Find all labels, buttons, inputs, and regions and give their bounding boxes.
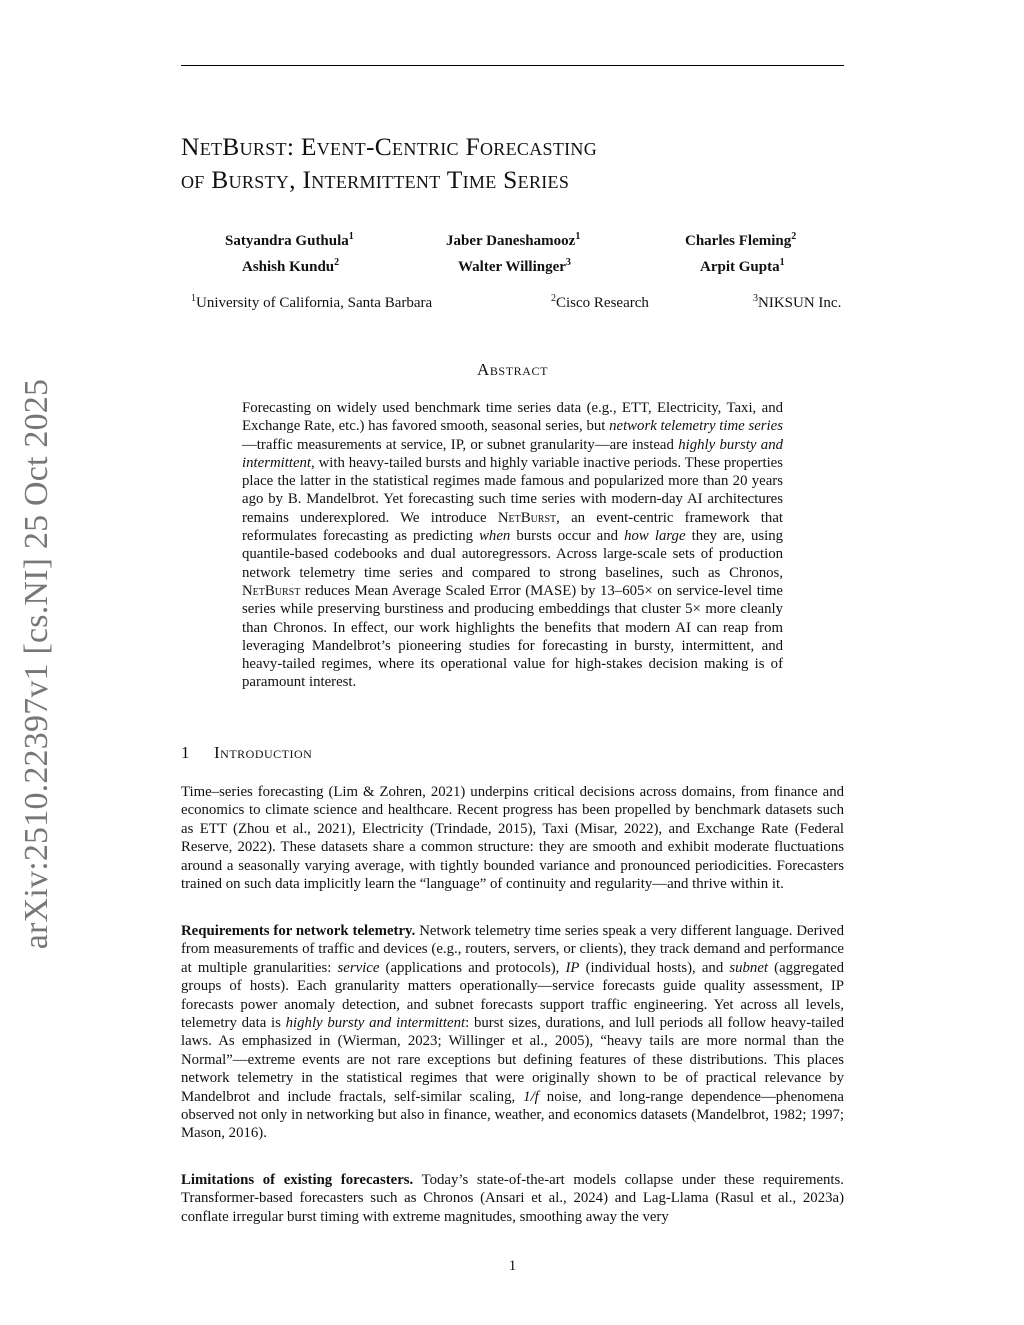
paragraph-emphasis: highly bursty and intermittent [285,1015,466,1032]
author-4 [242,257,339,277]
abstract-text: —traffic measurements at service, IP, or subnet granularity—are instead [242,436,679,453]
abstract-text: , with heavy-tailed bursts and highly variable inactive periods. These properties place the latter in the statistical regimes made famous and popularized more than 20 years ago by B. Mandelbrot. Yet forecasting such time series with modern-day AI architectures remains underexplored. We introduce [242,454,783,526]
abstract-body [242,399,783,692]
abstract-text: bursts occur and [510,528,625,545]
paragraph-emphasis: IP [565,959,580,976]
paragraph-emphasis: subnet [729,959,768,976]
arxiv-sidebar [3,378,71,950]
abstract-emphasis: when [479,528,511,545]
affiliation-name: University of California, Santa Barbara [196,295,433,311]
abstract-text: , an event-centric framework that reformulates forecasting as predicting [242,509,783,545]
author-affiliation-mark: 2 [334,257,340,268]
paper-title [181,130,844,196]
affiliation-name: NIKSUN Inc. [758,295,842,311]
author-5 [458,257,571,277]
affiliation-1 [191,293,432,313]
section-title: Introduction [214,743,313,762]
author-3 [685,231,796,251]
intro-paragraph-2 [181,922,844,1143]
author-affiliation-mark: 1 [348,231,354,242]
math-expression: 1/f [523,1088,539,1105]
paragraph-text: : burst sizes, durations, and lull periods all follow heavy-tailed laws. As emphasized in (Wierman, 2023; Willinger et al., 2005), “heavy tails are more normal than the Normal”—extreme events are not rare exceptions but defining features of these distributions. This places network telemetry in the statistical regimes that were originally shown to be of practical relevance by Mandelbrot and include fractals, self-similar scaling, [181,1015,844,1105]
arxiv-identifier: arXiv:2510.22397v1 [cs.NI] 25 Oct 2025 [18,378,55,950]
affiliation-number: 1 [191,293,196,304]
paragraph-text: Today’s state-of-the-art models collapse under these requirements. Transformer-based forecasters such as Chronos (Ansari et al., 2024) and Lag-Llama (Rasul et al., 2023a) conflate irregular burst timing with extreme magnitudes, smoothing away the very [181,1172,844,1225]
section-heading [181,743,312,763]
affiliation-number: 2 [551,293,556,304]
abstract-emphasis: highly bursty and intermittent [242,436,783,471]
author-affiliation-mark: 3 [565,257,571,268]
top-rule [181,65,844,66]
affiliation-3 [753,293,841,313]
paragraph-lead: Requirements for network telemetry. [181,923,416,939]
abstract-heading: Abstract [476,360,549,379]
author-affiliation-mark: 2 [791,231,797,242]
affiliation-number: 3 [753,293,758,304]
page-number: 1 [508,1258,517,1274]
paragraph-text: noise, and long-range dependence—phenomena observed not only in networking but also in finance, weather, and economics datasets (Mandelbrot, 1982; 1997; Mason, 2016). [181,1088,844,1142]
paragraph-text: Network telemetry time series speak a very different language. Derived from measurements of traffic and devices (e.g., routers, servers, or clients), they track demand and performance at multiple granularities: [181,923,844,976]
intro-paragraph-3 [181,1171,844,1226]
affiliation-name: Cisco Research [556,295,649,311]
abstract-emphasis: network telemetry time series [609,418,783,435]
author-affiliation-mark: 1 [575,231,581,242]
section-number: 1 [181,743,190,762]
author-affiliation-mark: 1 [779,257,785,268]
author-name: Jaber Daneshamooz [446,233,576,249]
paragraph-text: (applications and protocols), [379,959,566,976]
author-1 [225,231,354,251]
paragraph-lead: Limitations of existing forecasters. [181,1172,414,1188]
intro-paragraph-1: Time–series forecasting (Lim & Zohren, 2021) underpins critical decisions across domains, from finance and economics to climate science and healthcare. Recent progress has been propelled by benchmark datasets such as ETT (Zhou et al., 2021), Electricity (Trindade, 2015), Taxi (Misar, 2022), and Exchange Rate (Federal Reserve, 2022). These datasets share a common structure: they are smooth and exhibit moderate fluctuations around a seasonally varying average, with tightly bounded variance and pronounced periodicities. Forecasters trained on such data implicitly learn the “language” of continuity and regularity—and thrive within it. [181,784,844,893]
title-line-1: NetBurst: Event-Centric Forecasting [181,132,598,161]
author-name: Walter Willinger [458,259,566,275]
author-name: Satyandra Guthula [225,233,349,249]
paragraph-text: (individual hosts), and [579,959,730,976]
title-line-2: of Bursty, Intermittent Time Series [181,165,570,194]
author-name: Arpit Gupta [700,259,780,275]
abstract-text: Forecasting on widely used benchmark time series data (e.g., ETT, Electricity, Taxi, and Exchange Rate, etc.) has favored smooth, seasonal series, but [242,400,783,435]
author-name: Charles Fleming [685,233,792,249]
abstract-text: they are, using quantile-based codebooks and dual autoregressors. Across large-scale sets of production network telemetry time series and compared to strong baselines, such as Chronos, [242,528,784,581]
method-name: NetBurst [497,509,557,526]
author-2 [446,231,580,251]
author-6 [700,257,785,277]
paragraph-text: (aggregated groups of hosts). Each granularity matters operationally—service forecasts guide quality assessment, IP forecasts power anomaly detection, and subnet forecasts support traffic engineering. Yet across all levels, telemetry data is [181,959,844,1032]
method-name: NetBurst [242,582,301,599]
paragraph-emphasis: service [337,959,380,976]
author-name: Ashish Kundu [242,259,335,275]
abstract-emphasis: how large [624,528,686,545]
abstract-text: reduces Mean Average Scaled Error (MASE) by 13–605× on service-level time series while preserving burstiness and producing embeddings that cluster 5× more cleanly than Chronos. In effect, our work highlights the benefits that modern AI can reap from leveraging Mandelbrot’s pioneering studies for forecasting in bursty, intermittent, and heavy-tailed regimes, where its operational value for high-stakes decision making is of paramount interest. [242,582,783,691]
affiliation-2 [551,293,649,313]
